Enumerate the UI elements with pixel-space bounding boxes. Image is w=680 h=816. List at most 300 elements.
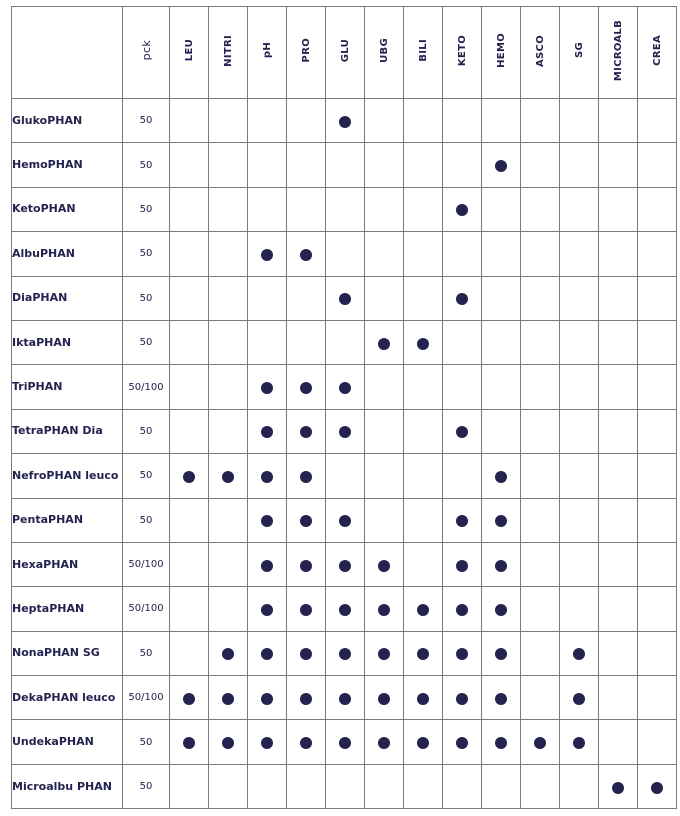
cell-nitri — [209, 365, 248, 409]
cell-bili — [404, 764, 443, 808]
included-dot — [378, 693, 390, 705]
included-dot — [222, 737, 234, 749]
cell-bili — [404, 276, 443, 320]
cell-nitri — [209, 320, 248, 364]
included-dot — [339, 737, 351, 749]
cell-keto — [443, 498, 482, 542]
cell-ph — [248, 187, 287, 231]
cell-crea — [638, 232, 677, 276]
included-dot — [417, 693, 429, 705]
cell-nitri — [209, 676, 248, 720]
cell-ph — [248, 542, 287, 586]
table-row — [12, 365, 677, 409]
cell-leu — [170, 631, 209, 675]
cell-ubg — [365, 764, 404, 808]
cell-sg — [560, 187, 599, 231]
included-dot — [261, 693, 273, 705]
cell-pro — [287, 276, 326, 320]
column-header-pck — [123, 7, 170, 99]
pack-size: 50/100 — [123, 542, 170, 586]
cell-microalb — [599, 365, 638, 409]
cell-nitri — [209, 720, 248, 764]
cell-microalb — [599, 320, 638, 364]
product-name: IktaPHAN — [12, 320, 123, 364]
cell-asco — [521, 143, 560, 187]
table-row — [12, 143, 677, 187]
cell-crea — [638, 676, 677, 720]
cell-nitri — [209, 232, 248, 276]
table-row — [12, 631, 677, 675]
cell-microalb — [599, 276, 638, 320]
cell-keto — [443, 764, 482, 808]
product-name: DiaPHAN — [12, 276, 123, 320]
cell-keto — [443, 276, 482, 320]
cell-hemo — [482, 320, 521, 364]
cell-pro — [287, 631, 326, 675]
included-dot — [183, 737, 195, 749]
cell-leu — [170, 676, 209, 720]
cell-bili — [404, 232, 443, 276]
cell-keto — [443, 720, 482, 764]
column-header-keto — [443, 7, 482, 99]
column-header-label: HEMO — [495, 33, 507, 68]
included-dot — [300, 426, 312, 438]
cell-nitri — [209, 187, 248, 231]
included-dot — [495, 160, 507, 172]
cell-pro — [287, 498, 326, 542]
column-header-nitri — [209, 7, 248, 99]
included-dot — [573, 648, 585, 660]
pack-size: 50 — [123, 498, 170, 542]
cell-sg — [560, 365, 599, 409]
cell-leu — [170, 365, 209, 409]
included-dot — [573, 737, 585, 749]
cell-ubg — [365, 409, 404, 453]
included-dot — [612, 782, 624, 794]
cell-asco — [521, 587, 560, 631]
cell-ph — [248, 232, 287, 276]
included-dot — [261, 648, 273, 660]
included-dot — [300, 471, 312, 483]
cell-glu — [326, 631, 365, 675]
table-row — [12, 720, 677, 764]
cell-pro — [287, 365, 326, 409]
cell-nitri — [209, 276, 248, 320]
included-dot — [417, 604, 429, 616]
cell-keto — [443, 143, 482, 187]
column-header-label: ASCO — [534, 34, 546, 67]
included-dot — [495, 560, 507, 572]
column-header-pro — [287, 7, 326, 99]
cell-glu — [326, 187, 365, 231]
cell-microalb — [599, 676, 638, 720]
cell-nitri — [209, 587, 248, 631]
included-dot — [573, 693, 585, 705]
cell-pro — [287, 764, 326, 808]
table-row — [12, 498, 677, 542]
included-dot — [378, 648, 390, 660]
cell-keto — [443, 232, 482, 276]
column-header-label: KETO — [456, 34, 468, 67]
cell-asco — [521, 676, 560, 720]
cell-ubg — [365, 542, 404, 586]
column-header-glu — [326, 7, 365, 99]
cell-keto — [443, 320, 482, 364]
pack-size: 50/100 — [123, 676, 170, 720]
column-header-ubg — [365, 7, 404, 99]
cell-microalb — [599, 454, 638, 498]
cell-nitri — [209, 143, 248, 187]
cell-ph — [248, 143, 287, 187]
included-dot — [300, 515, 312, 527]
cell-asco — [521, 498, 560, 542]
pack-size: 50/100 — [123, 365, 170, 409]
cell-hemo — [482, 99, 521, 143]
included-dot — [339, 116, 351, 128]
included-dot — [456, 426, 468, 438]
included-dot — [339, 560, 351, 572]
cell-ubg — [365, 232, 404, 276]
cell-leu — [170, 454, 209, 498]
included-dot — [300, 249, 312, 261]
column-header-label: MICROALB — [612, 19, 624, 82]
cell-hemo — [482, 365, 521, 409]
cell-microalb — [599, 232, 638, 276]
cell-leu — [170, 498, 209, 542]
cell-crea — [638, 99, 677, 143]
cell-leu — [170, 409, 209, 453]
included-dot — [456, 693, 468, 705]
cell-crea — [638, 764, 677, 808]
included-dot — [534, 737, 546, 749]
table-body — [12, 99, 677, 809]
cell-pro — [287, 542, 326, 586]
included-dot — [456, 204, 468, 216]
cell-ubg — [365, 320, 404, 364]
pack-size: 50 — [123, 276, 170, 320]
cell-pro — [287, 232, 326, 276]
included-dot — [456, 560, 468, 572]
pack-size: 50 — [123, 409, 170, 453]
cell-keto — [443, 409, 482, 453]
included-dot — [339, 382, 351, 394]
pack-size: 50 — [123, 454, 170, 498]
product-name: TetraPHAN Dia — [12, 409, 123, 453]
column-header-leu — [170, 7, 209, 99]
cell-nitri — [209, 542, 248, 586]
cell-asco — [521, 720, 560, 764]
included-dot — [651, 782, 663, 794]
cell-hemo — [482, 542, 521, 586]
cell-bili — [404, 720, 443, 764]
product-name: Microalbu PHAN — [12, 764, 123, 808]
cell-crea — [638, 498, 677, 542]
pack-size: 50 — [123, 232, 170, 276]
cell-nitri — [209, 99, 248, 143]
product-name: KetoPHAN — [12, 187, 123, 231]
cell-sg — [560, 99, 599, 143]
cell-sg — [560, 232, 599, 276]
cell-glu — [326, 454, 365, 498]
cell-asco — [521, 99, 560, 143]
included-dot — [417, 338, 429, 350]
cell-glu — [326, 720, 365, 764]
column-header-label: SG — [573, 42, 585, 59]
cell-bili — [404, 542, 443, 586]
cell-leu — [170, 720, 209, 764]
cell-sg — [560, 587, 599, 631]
included-dot — [417, 648, 429, 660]
cell-microalb — [599, 764, 638, 808]
product-name: DekaPHAN leuco — [12, 676, 123, 720]
cell-ubg — [365, 587, 404, 631]
cell-pro — [287, 676, 326, 720]
included-dot — [300, 560, 312, 572]
cell-glu — [326, 99, 365, 143]
cell-ph — [248, 99, 287, 143]
cell-ph — [248, 631, 287, 675]
cell-ph — [248, 276, 287, 320]
cell-sg — [560, 764, 599, 808]
cell-crea — [638, 409, 677, 453]
cell-sg — [560, 631, 599, 675]
cell-leu — [170, 587, 209, 631]
included-dot — [300, 604, 312, 616]
cell-microalb — [599, 187, 638, 231]
cell-microalb — [599, 498, 638, 542]
cell-microalb — [599, 542, 638, 586]
cell-leu — [170, 542, 209, 586]
cell-pro — [287, 320, 326, 364]
cell-ubg — [365, 365, 404, 409]
table-row — [12, 187, 677, 231]
cell-keto — [443, 454, 482, 498]
cell-asco — [521, 320, 560, 364]
cell-ph — [248, 320, 287, 364]
cell-hemo — [482, 676, 521, 720]
included-dot — [339, 604, 351, 616]
table-row — [12, 276, 677, 320]
included-dot — [378, 737, 390, 749]
included-dot — [339, 693, 351, 705]
product-name: NefroPHAN leuco — [12, 454, 123, 498]
cell-leu — [170, 276, 209, 320]
cell-ubg — [365, 720, 404, 764]
cell-sg — [560, 276, 599, 320]
cell-glu — [326, 143, 365, 187]
table-row — [12, 542, 677, 586]
included-dot — [261, 604, 273, 616]
column-header-label: CREA — [651, 35, 663, 66]
included-dot — [378, 604, 390, 616]
table-row — [12, 320, 677, 364]
cell-ph — [248, 454, 287, 498]
included-dot — [495, 604, 507, 616]
product-name: PentaPHAN — [12, 498, 123, 542]
included-dot — [261, 382, 273, 394]
cell-asco — [521, 631, 560, 675]
cell-hemo — [482, 187, 521, 231]
included-dot — [300, 648, 312, 660]
column-header-label: PRO — [300, 38, 312, 63]
included-dot — [495, 471, 507, 483]
column-header-bili — [404, 7, 443, 99]
cell-hemo — [482, 720, 521, 764]
corner-cell — [12, 7, 123, 99]
column-header-hemo — [482, 7, 521, 99]
cell-ubg — [365, 143, 404, 187]
cell-asco — [521, 409, 560, 453]
cell-ubg — [365, 498, 404, 542]
cell-pro — [287, 99, 326, 143]
cell-bili — [404, 631, 443, 675]
cell-ph — [248, 498, 287, 542]
cell-crea — [638, 587, 677, 631]
included-dot — [495, 648, 507, 660]
cell-hemo — [482, 631, 521, 675]
cell-hemo — [482, 587, 521, 631]
included-dot — [456, 648, 468, 660]
cell-hemo — [482, 143, 521, 187]
cell-hemo — [482, 276, 521, 320]
product-name: GlukoPHAN — [12, 99, 123, 143]
included-dot — [456, 604, 468, 616]
cell-ubg — [365, 454, 404, 498]
cell-crea — [638, 320, 677, 364]
included-dot — [183, 471, 195, 483]
cell-leu — [170, 764, 209, 808]
cell-hemo — [482, 409, 521, 453]
cell-ph — [248, 409, 287, 453]
cell-ubg — [365, 676, 404, 720]
included-dot — [300, 693, 312, 705]
cell-sg — [560, 454, 599, 498]
cell-bili — [404, 143, 443, 187]
included-dot — [456, 293, 468, 305]
included-dot — [261, 515, 273, 527]
cell-crea — [638, 365, 677, 409]
cell-asco — [521, 365, 560, 409]
cell-microalb — [599, 409, 638, 453]
included-dot — [222, 471, 234, 483]
cell-glu — [326, 764, 365, 808]
cell-keto — [443, 542, 482, 586]
cell-crea — [638, 631, 677, 675]
cell-pro — [287, 720, 326, 764]
cell-keto — [443, 365, 482, 409]
cell-pro — [287, 187, 326, 231]
cell-pro — [287, 454, 326, 498]
cell-keto — [443, 187, 482, 231]
table-row — [12, 454, 677, 498]
cell-hemo — [482, 498, 521, 542]
cell-glu — [326, 409, 365, 453]
cell-glu — [326, 276, 365, 320]
cell-sg — [560, 676, 599, 720]
cell-ubg — [365, 187, 404, 231]
cell-nitri — [209, 631, 248, 675]
cell-leu — [170, 143, 209, 187]
pack-size: 50/100 — [123, 587, 170, 631]
cell-crea — [638, 542, 677, 586]
cell-bili — [404, 454, 443, 498]
cell-microalb — [599, 143, 638, 187]
column-header-label: NITRI — [222, 34, 234, 67]
table-row — [12, 99, 677, 143]
product-name: HemoPHAN — [12, 143, 123, 187]
cell-asco — [521, 542, 560, 586]
included-dot — [261, 737, 273, 749]
cell-ph — [248, 676, 287, 720]
cell-microalb — [599, 631, 638, 675]
included-dot — [378, 560, 390, 572]
included-dot — [183, 693, 195, 705]
cell-ubg — [365, 99, 404, 143]
column-header-ph — [248, 7, 287, 99]
cell-microalb — [599, 720, 638, 764]
included-dot — [378, 338, 390, 350]
pack-size: 50 — [123, 631, 170, 675]
cell-glu — [326, 498, 365, 542]
cell-glu — [326, 587, 365, 631]
cell-leu — [170, 187, 209, 231]
included-dot — [495, 515, 507, 527]
column-header-label: pck — [139, 40, 153, 61]
cell-nitri — [209, 498, 248, 542]
cell-keto — [443, 587, 482, 631]
cell-crea — [638, 276, 677, 320]
table-row — [12, 676, 677, 720]
cell-sg — [560, 320, 599, 364]
cell-bili — [404, 676, 443, 720]
included-dot — [339, 293, 351, 305]
cell-leu — [170, 232, 209, 276]
included-dot — [261, 426, 273, 438]
cell-crea — [638, 720, 677, 764]
included-dot — [222, 693, 234, 705]
cell-crea — [638, 143, 677, 187]
included-dot — [261, 471, 273, 483]
cell-bili — [404, 409, 443, 453]
cell-bili — [404, 187, 443, 231]
cell-glu — [326, 320, 365, 364]
cell-microalb — [599, 99, 638, 143]
cell-bili — [404, 587, 443, 631]
pack-size: 50 — [123, 187, 170, 231]
column-header-crea — [638, 7, 677, 99]
cell-ph — [248, 365, 287, 409]
included-dot — [417, 737, 429, 749]
cell-hemo — [482, 454, 521, 498]
cell-glu — [326, 232, 365, 276]
cell-ph — [248, 720, 287, 764]
column-header-microalb — [599, 7, 638, 99]
cell-asco — [521, 764, 560, 808]
pack-size: 50 — [123, 143, 170, 187]
pack-size: 50 — [123, 99, 170, 143]
included-dot — [300, 737, 312, 749]
column-header-label: BILI — [417, 39, 429, 62]
cell-sg — [560, 409, 599, 453]
product-name: UndekaPHAN — [12, 720, 123, 764]
column-header-label: LEU — [183, 39, 195, 62]
cell-pro — [287, 143, 326, 187]
cell-leu — [170, 320, 209, 364]
cell-crea — [638, 187, 677, 231]
column-header-label: UBG — [378, 38, 390, 63]
included-dot — [339, 515, 351, 527]
cell-keto — [443, 676, 482, 720]
